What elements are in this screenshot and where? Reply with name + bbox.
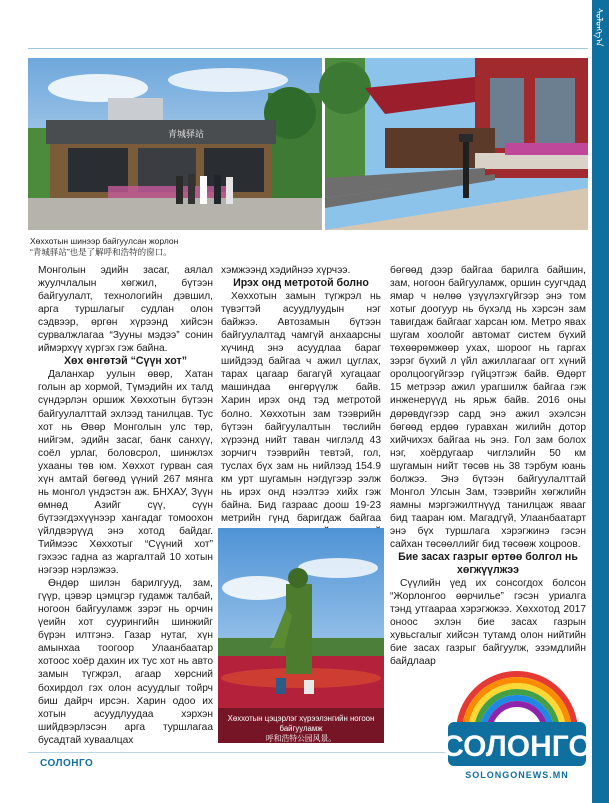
solongo-logo <box>442 670 592 803</box>
logo-url: SOLONGONEWS.MN <box>465 770 569 780</box>
paragraph: хэмжээнд хэдийнээ хүрчээ. <box>221 265 351 276</box>
inline-caption-chinese: 呼和浩特公园风景。 <box>265 734 337 743</box>
paragraph: Өндөр шилэн барилгууд, зам, гүүр, цэвэр цэмцгэр гудамж талбай, ногоон байгууламж зэрэг нь орчин үеийн хот суурингийн шинжийг бүрэн илтгэнэ. Газар нутаг, хүн амынхаа тоогоор Улаанбаатар хотоос хоёр дахин их тус хот нь авто замын түгжрэл, агаар хөрсний бохирдол гэх олон асуудлыг тойрч биш дайрч ирсэн. Харин одоо их хотын асуудлуудаа хэрхэн шийдвэрлэсэн арга туршлагаа бусадтай хуваалцах <box>38 578 213 746</box>
vertical-mongolian-mark: ᠰᠣᠯᠣᠩᠭ᠎ᠠ <box>593 8 603 47</box>
edge-band <box>592 0 609 803</box>
paragraph: Даланхар уулын өвөр, Хатан голын ар хормой, Түмэдийн их талд сүндэрлэн оршиж Хөххотын бүтээн байгуулалттай эхлээд танилцав. Тус хот нь Өвөр Монголын улс төр, нийгэм, эдийн засаг, банк санхүү, соёл урлаг, боловсрол, шинжлэх ухааны төв юм. Хөххот гурван сая хүн амтай бөгөөд үүний 267 мянга нь монгол үндэстэн аж. БНХАУ, Зүүн өмнөд Азийг сүү, сүүн бүтээгдэхүүнээр хангадаг томоохон үйлдвэрүүд энэ хотод байдаг. Тиймээс Хөххотыг “Сүүний хот” гэхээс гадна аз жаргалтай 10 хотын нэгээр нэрлэжээ. <box>38 369 213 577</box>
paragraph: бөгөөд дээр байгаа барилга байшин, зам, ногоон байгууламж, оршин суугчдад ямар ч нөлөө үзүүлэхгүйгээр энэ том хотыг доогуур нь бүхэлд нь хэрсэн зам тавигдаж байгааг харсан юм. Метро явах шугам хоолойг автомат систем бүхий төхөөрөмжөөр ухах, шороог нь гаргах зэрэг бүхий л үйл ажиллагааг огт хүний оролцоогүйгээр гүйцэтгэж байв. Өдөрт 15 метрээр ажил урагшилж байгаа гэж инженерүүд нь ярьж байв. 2016 оны дөрөвдүгээр сард энэ ажил эхэлсэн бөгөөд ердөө гуравхан жилийн дотор хийчихэх байгаа нь энэ. Гол зам болох нэг, хоёрдугаар чиглэлийн 50 км шугамын нийт төсөв нь 38 тэрбум юань болжээ. Энэ бүтээн байгуулалттай Монгол Улсын Зам, тээврийн хөгжлийн яамны мэргэжилтнүүд танилцаж явааг бид тааран юм. Магадгүй, Улаанбаатарт энэ бүх туршлага хэрэгжинэ гэсэн сайхан төсөөллийг бид төсөөж хоцроов. <box>390 265 586 550</box>
top-caption-chinese: “青城驿站”也是了解呼和浩特的窗口。 <box>30 247 172 257</box>
article-column-2 <box>221 264 381 526</box>
logo-title: СОЛОНГО <box>442 730 592 763</box>
paragraph: Хөххотын замын түгжрэл нь түвэгтэй асуудлуудын нэг байжээ. Автозамын бүтээн байгуулалтад чамгүй анхаарсны хүчинд энэ асуудлаа бараг шийдээд байгаа ч ажил цуглах, тарах цагаар багагүй хугацааг машиндаа өнгөрүүлж байв. Харин ирэх онд тэд метротой болно. Хөххотын зам тээврийн бүтээн байгуулалтын төслийн хүрээнд нийт таван чиглэлд 43 зорчигч тээврийн тевтэй, гол, туслах бүх зам нь нийлээд 154.9 км урт шугамын нэгдүгээр ээлж нь ирэх онд нээлтээ хийх гэж байна. Бид газраас доош 19-23 метрийн гүнд баригдаж байгаа <box>221 291 381 524</box>
subheading-blue-milk-city: Хөх өнгөтэй “Сүүн хот” <box>63 355 187 368</box>
top-caption-mongolian: Хөххотын шинээр байгуулсан жорлон <box>30 236 179 246</box>
article-column-1 <box>38 264 213 754</box>
photo-station-building <box>28 58 322 230</box>
paragraph: Сүүлийн үед их сонсогдох болсон “Жорлонгоо өөрчилье” гэсэн уриалга тэнд утгаараа хэрэгжжээ. Хөххотод 2017 оноос эхлэн бие засах газрын хувьсгалыг хийсэн тутамд олон нийтийн бие засах газрыг байгуулж, эзэмдлийн байдлаар <box>390 578 586 668</box>
top-photo-caption <box>30 236 320 258</box>
inline-photo-caption <box>220 714 382 744</box>
photo-park-sculpture <box>218 528 384 743</box>
subheading-metro: Ирэх онд метротой болно <box>233 277 369 290</box>
building-sign-text: 青城驿站 <box>168 130 205 140</box>
paragraph: Монголын эдийн засаг, аялал жуулчлалын хөгжил, бүтээн байгуулалт, технологийн дэвшил, арга туршлагыг судлан олон сэдвээр, өргөн хүрээнд хийсэн сурвалжлагаа “Зууны мэдээ” сонин иймэрхүү хүргэх гэж байна. <box>38 265 213 355</box>
footer-magazine-name: СОЛОНГО <box>40 758 94 769</box>
inline-caption-mongolian: Хөххотын цэцэрлэг хүрээлэнгийн ногоон байгууламж <box>227 714 375 733</box>
top-rule <box>28 48 588 49</box>
subheading-toilet-station: Бие засах газрыг өртөө болгол нь хөгжүүлжээ <box>398 551 578 577</box>
photo-terrace-cafe <box>325 58 588 230</box>
